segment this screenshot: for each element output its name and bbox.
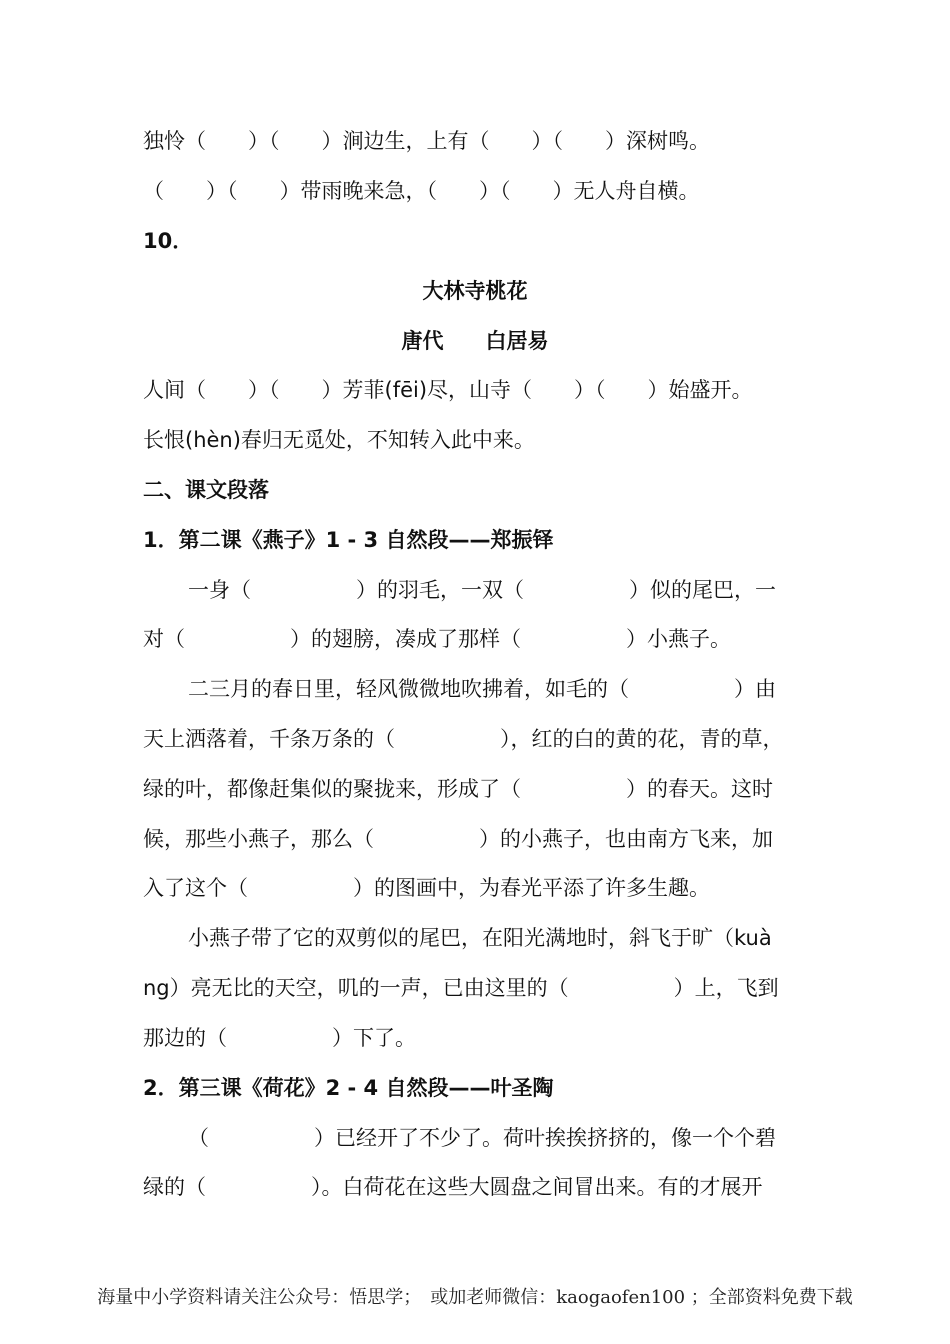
section2-heading: 二、课文段落 <box>143 478 269 502</box>
poem10-title: 大林寺桃花 <box>422 279 528 303</box>
poem10-author: 唐代 白居易 <box>401 329 549 353</box>
poem10-line2: 长恨(hèn)春归无觅处，不知转入此中来。 <box>143 428 535 452</box>
item1-p2-line1: 二三月的春日里，轻风微微地吹拂着，如毛的（ ）由 <box>188 677 776 701</box>
item1-p2-line2: 天上洒落着，千条万条的（ ），红的白的黄的花，青的草， <box>143 727 784 751</box>
item1-p1-line2: 对（ ）的翅膀，凑成了那样（ ）小燕子。 <box>143 627 731 651</box>
item1-p2-line5: 入了这个（ ）的图画中，为春光平添了许多生趣。 <box>143 876 710 900</box>
poem9-line2: （ ）（ ）带雨晚来急，（ ）（ ）无人舟自横。 <box>143 179 700 203</box>
poem10-line1: 人间（ ）（ ）芳菲(fēi)尽，山寺（ ）（ ）始盛开。 <box>143 378 753 402</box>
item2-heading: 2．第三课《荷花》2 - 4 自然段——叶圣陶 <box>143 1076 554 1100</box>
item2-p1-line1: （ ）已经开了不少了。荷叶挨挨挤挤的，像一个个碧 <box>188 1126 776 1150</box>
q10-number: 10． <box>143 229 194 253</box>
item1-p2-line4: 候，那些小燕子，那么（ ）的小燕子，也由南方飞来，加 <box>143 827 773 851</box>
item1-p3-line2: ng）亮无比的天空，叽的一声，已由这里的（ ）上，飞到 <box>143 976 779 1000</box>
item1-p3-line1: 小燕子带了它的双剪似的尾巴，在阳光满地时，斜飞于旷（kuà <box>188 926 772 950</box>
item1-p2-line3: 绿的叶，都像赶集似的聚拢来，形成了（ ）的春天。这时 <box>143 777 773 801</box>
item2-p1-line2: 绿的（ ）。白荷花在这些大圆盘之间冒出来。有的才展开 <box>143 1175 763 1199</box>
footer-note: 海量中小学资料请关注公众号：悟思学； 或加老师微信：kaogaofen100 ；全部资料免费下载 <box>97 1287 853 1308</box>
item1-p3-line3: 那边的（ ）下了。 <box>143 1026 416 1050</box>
poem9-line1: 独怜（ ）（ ）涧边生，上有（ ）（ ）深树鸣。 <box>143 129 710 153</box>
item1-heading: 1．第二课《燕子》1 - 3 自然段——郑振铎 <box>143 528 554 552</box>
item1-p1-line1: 一身（ ）的羽毛，一双（ ）似的尾巴，一 <box>188 578 776 602</box>
